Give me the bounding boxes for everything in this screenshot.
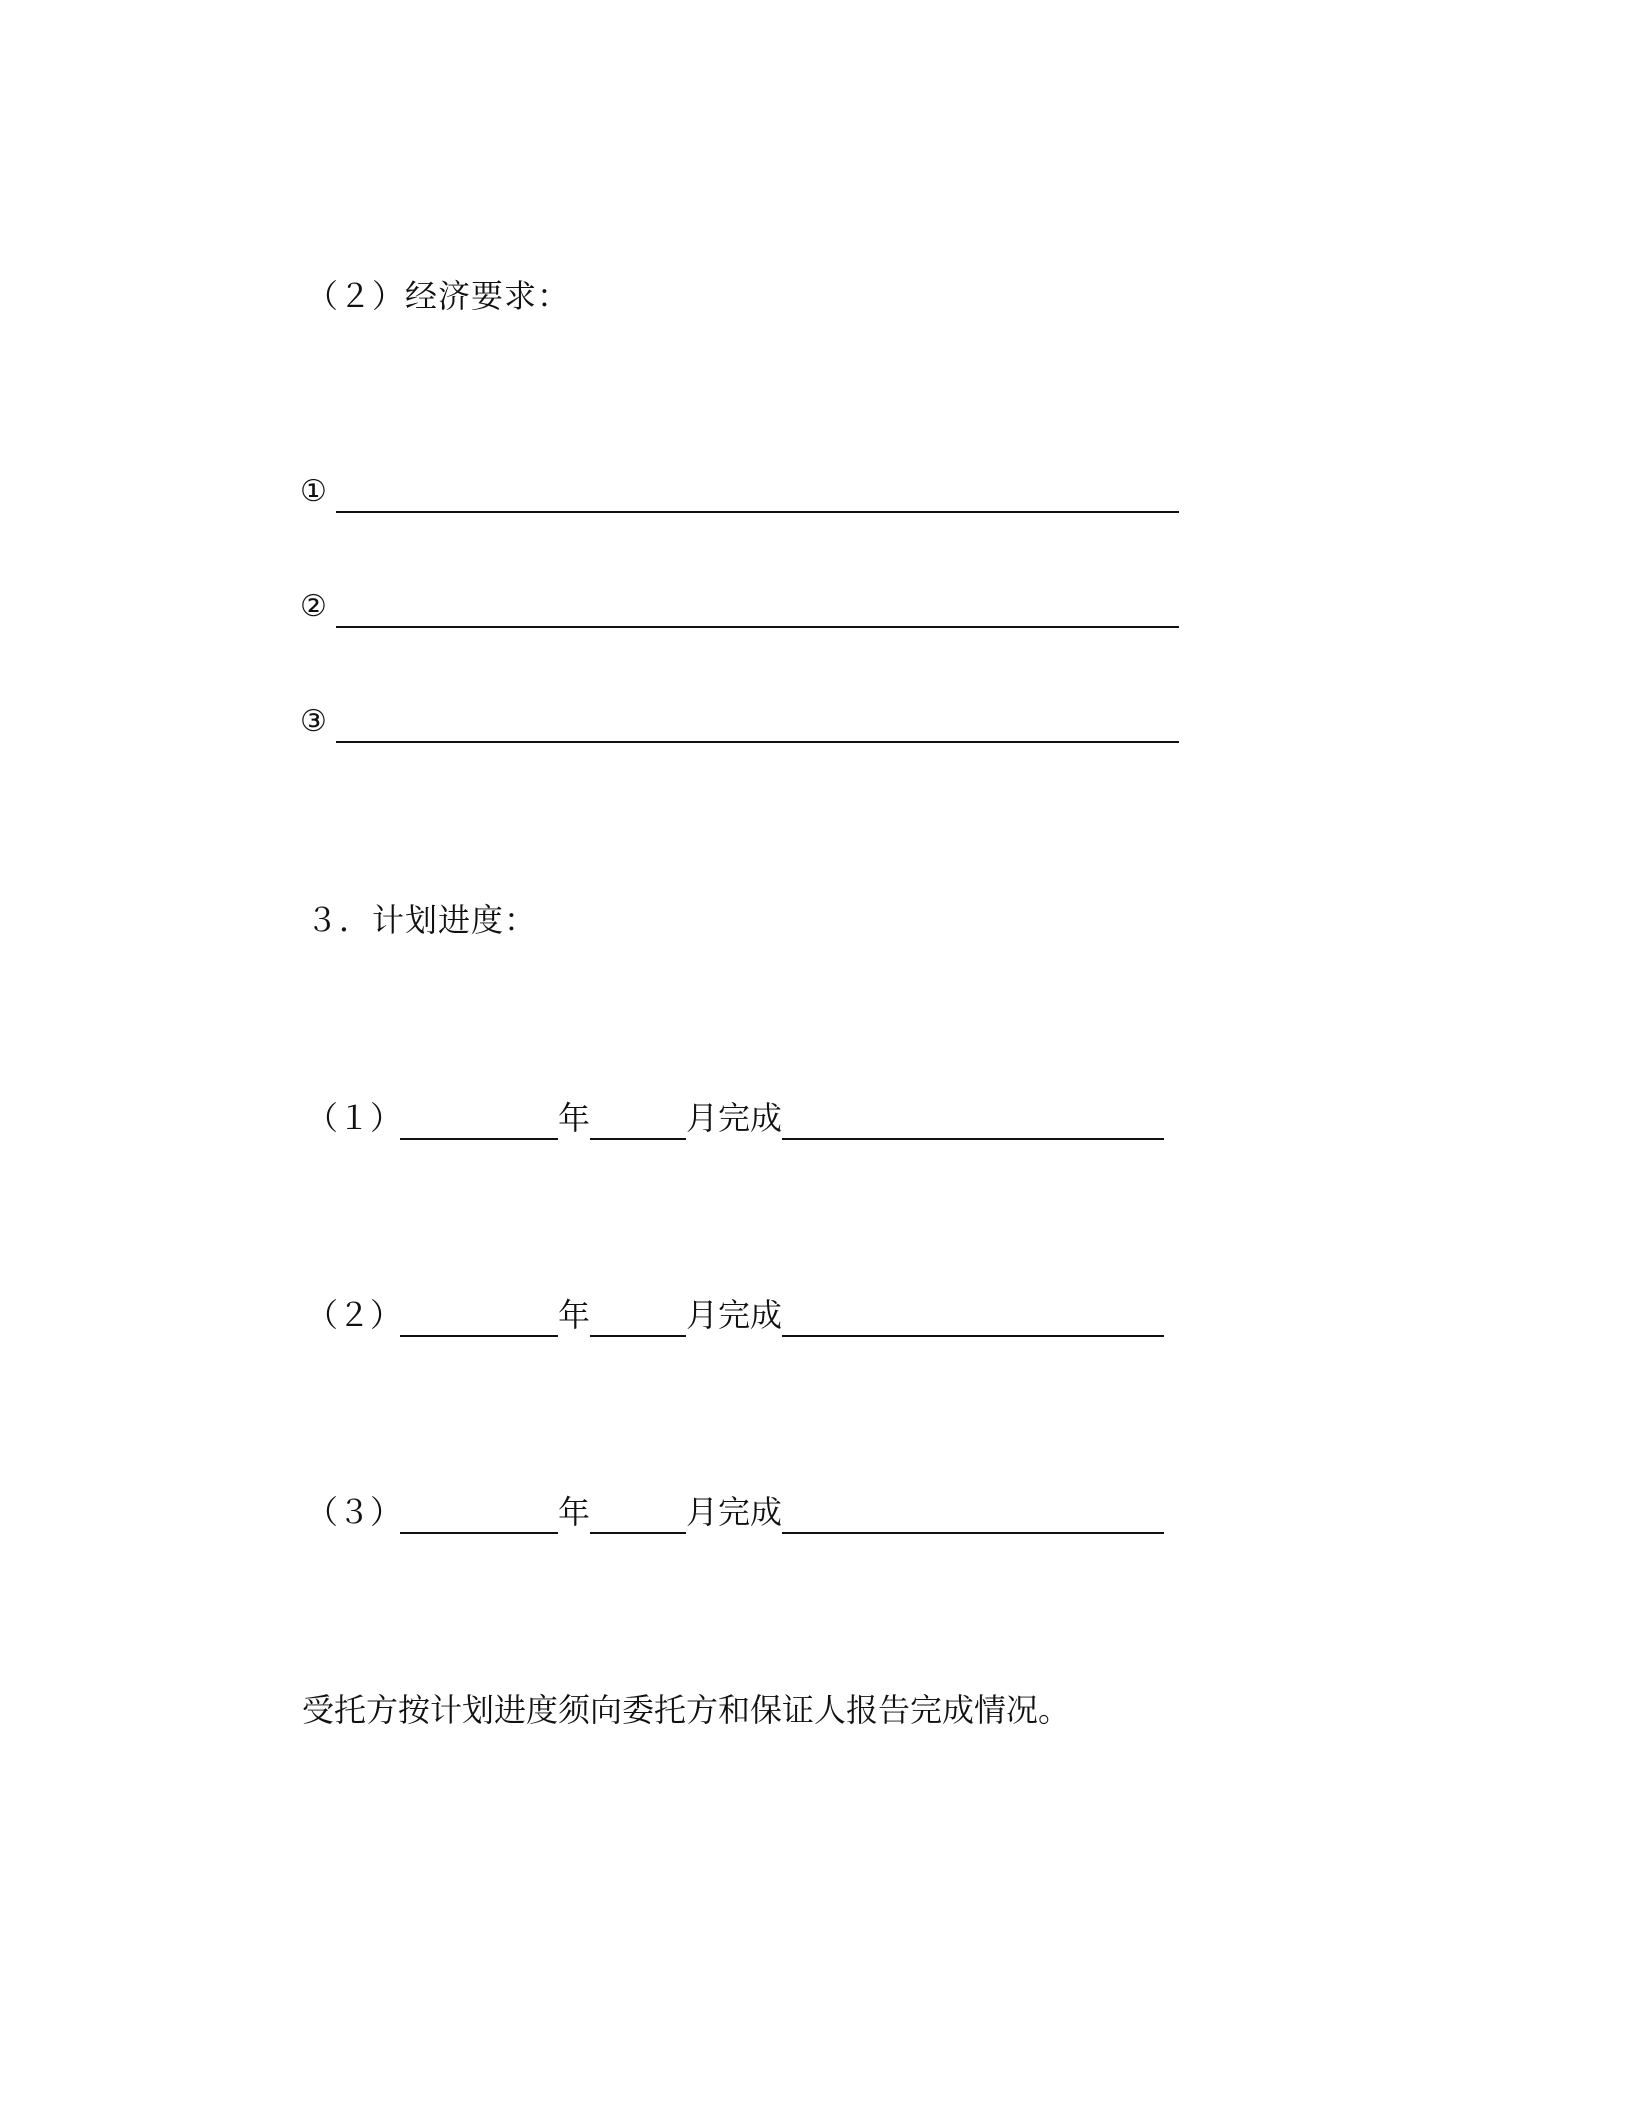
task-blank[interactable] [782, 1335, 1164, 1337]
plan-schedule-heading: ３．计划进度： [306, 901, 538, 939]
task-blank[interactable] [782, 1138, 1164, 1140]
fill-in-blank[interactable] [336, 626, 1179, 628]
year-label: 年 [558, 1099, 591, 1137]
month-complete-label: 月完成 [686, 1099, 783, 1137]
schedule-number: （２） [306, 1296, 403, 1334]
month-complete-label: 月完成 [686, 1296, 783, 1334]
year-blank[interactable] [400, 1335, 558, 1337]
economic-requirement-item-1 [300, 470, 1180, 514]
item-marker: ③ [300, 704, 327, 739]
month-blank[interactable] [590, 1532, 686, 1534]
economic-requirement-item-3 [300, 700, 1180, 744]
year-blank[interactable] [400, 1138, 558, 1140]
year-label: 年 [558, 1493, 591, 1531]
year-blank[interactable] [400, 1532, 558, 1534]
month-blank[interactable] [590, 1138, 686, 1140]
schedule-row-1 [306, 1098, 1186, 1148]
month-blank[interactable] [590, 1335, 686, 1337]
schedule-number: （１） [306, 1099, 403, 1137]
task-blank[interactable] [782, 1532, 1164, 1534]
economic-requirement-item-2 [300, 585, 1180, 629]
month-complete-label: 月完成 [686, 1493, 783, 1531]
schedule-number: （３） [306, 1493, 403, 1531]
schedule-row-3 [306, 1492, 1186, 1542]
fill-in-blank[interactable] [336, 511, 1179, 513]
economic-requirements-heading: （２）经济要求： [306, 277, 571, 315]
year-label: 年 [558, 1296, 591, 1334]
item-marker: ① [300, 474, 327, 509]
item-marker: ② [300, 589, 327, 624]
schedule-row-2 [306, 1295, 1186, 1345]
closing-paragraph: 受托方按计划进度须向委托方和保证人报告完成情况。 [302, 1691, 1071, 1729]
fill-in-blank[interactable] [336, 741, 1179, 743]
